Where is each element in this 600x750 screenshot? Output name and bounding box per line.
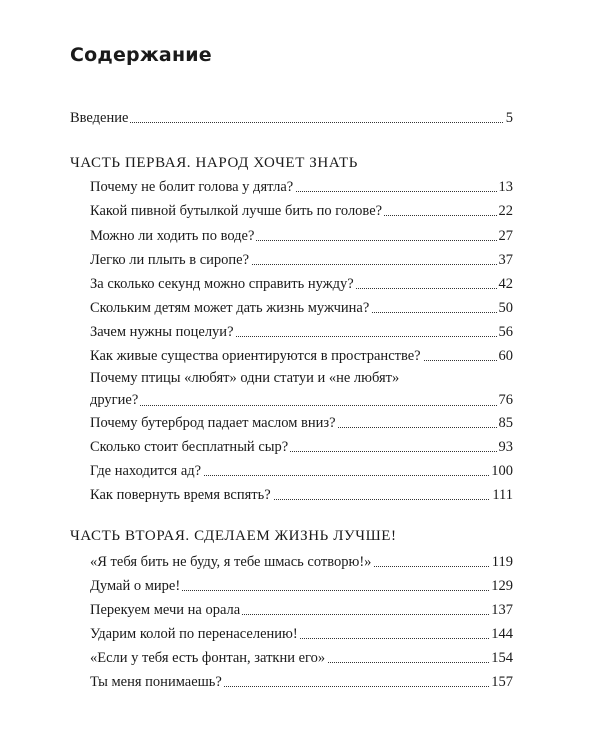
toc-page-number: 5	[504, 107, 513, 129]
toc-page-number: 60	[497, 345, 514, 367]
toc-entry[interactable]	[0, 200, 600, 222]
toc-entry[interactable]	[0, 551, 600, 573]
toc-entry-label: Почему не болит голова у дятла?	[90, 176, 295, 198]
toc-entry[interactable]	[0, 671, 600, 693]
toc-page-number: 22	[497, 200, 514, 222]
toc-page-number: 85	[497, 412, 514, 434]
toc-entry[interactable]	[0, 647, 600, 669]
toc-page-number: 154	[489, 647, 513, 669]
toc-page-number: 100	[489, 460, 513, 482]
toc-entry[interactable]	[0, 297, 600, 319]
toc-entry-label: Скольким детям может дать жизнь мужчина?	[90, 297, 371, 319]
toc-entry-label: Почему бутерброд падает маслом вниз?	[90, 412, 338, 434]
toc-entry-label: Где находится ад?	[90, 460, 203, 482]
toc-page-number: 111	[490, 484, 513, 506]
toc-page-number: 93	[497, 436, 514, 458]
part-heading-2: ЧАСТЬ ВТОРАЯ. СДЕЛАЕМ ЖИЗНЬ ЛУЧШЕ!	[70, 528, 397, 544]
toc-page-number: 144	[489, 623, 513, 645]
toc-entry-label-continued: другие?	[90, 389, 140, 411]
toc-entry-label: За сколько секунд можно справить нужду?	[90, 273, 356, 295]
toc-entry-intro[interactable]	[0, 107, 600, 129]
toc-entry[interactable]	[0, 460, 600, 482]
part-heading-1: ЧАСТЬ ПЕРВАЯ. НАРОД ХОЧЕТ ЗНАТЬ	[70, 155, 358, 171]
toc-page-number: 129	[489, 575, 513, 597]
toc-entry[interactable]	[0, 321, 600, 343]
toc-entry-label: Как повернуть время вспять?	[90, 484, 273, 506]
toc-entry[interactable]	[0, 599, 600, 621]
toc-entry[interactable]	[0, 176, 600, 198]
toc-entry-label: Ударим колой по перенаселению!	[90, 623, 300, 645]
toc-entry-label: Думай о мире!	[90, 575, 182, 597]
toc-entry[interactable]	[0, 412, 600, 434]
toc-page-number: 157	[489, 671, 513, 693]
toc-entry-label: Почему птицы «любят» одни статуи и «не любят»	[90, 370, 400, 386]
toc-entry[interactable]	[0, 225, 600, 247]
leader-dots	[70, 122, 513, 123]
toc-page-number: 27	[497, 225, 514, 247]
toc-entry[interactable]	[0, 273, 600, 295]
toc-entry-label: «Если у тебя есть фонтан, заткни его»	[90, 647, 327, 669]
toc-entry-label: Сколько стоит бесплатный сыр?	[90, 436, 290, 458]
toc-page-number: 137	[489, 599, 513, 621]
page-title: Содержание	[70, 44, 212, 66]
toc-entry-label: Как живые существа ориентируются в пространстве?	[90, 345, 423, 367]
toc-entry-label: Какой пивной бутылкой лучше бить по голове?	[90, 200, 384, 222]
toc-entry[interactable]	[0, 345, 600, 367]
toc-entry[interactable]	[0, 249, 600, 271]
leader-dots	[90, 405, 513, 406]
toc-page-number: 13	[497, 176, 514, 198]
toc-entry[interactable]	[0, 623, 600, 645]
toc-entry-label: Зачем нужны поцелуи?	[90, 321, 236, 343]
toc-entry-label: Перекуем мечи на орала	[90, 599, 242, 621]
toc-entry-label: Можно ли ходить по воде?	[90, 225, 256, 247]
toc-entry-label: «Я тебя бить не буду, я тебе шмась сотворю!»	[90, 551, 373, 573]
toc-page-number: 56	[497, 321, 514, 343]
toc-entry[interactable]	[0, 484, 600, 506]
toc-entry[interactable]	[0, 436, 600, 458]
toc-page-number: 76	[497, 389, 514, 411]
toc-page-number: 37	[497, 249, 514, 271]
toc-entry-label: Ты меня понимаешь?	[90, 671, 224, 693]
toc-entry-label: Легко ли плыть в сиропе?	[90, 249, 251, 271]
toc-entry-label: Введение	[70, 107, 130, 129]
toc-page-number: 50	[497, 297, 514, 319]
toc-entry-multiline[interactable]	[90, 367, 513, 411]
toc-entry[interactable]	[0, 575, 600, 597]
toc-page-number: 42	[497, 273, 514, 295]
toc-page-number: 119	[490, 551, 513, 573]
